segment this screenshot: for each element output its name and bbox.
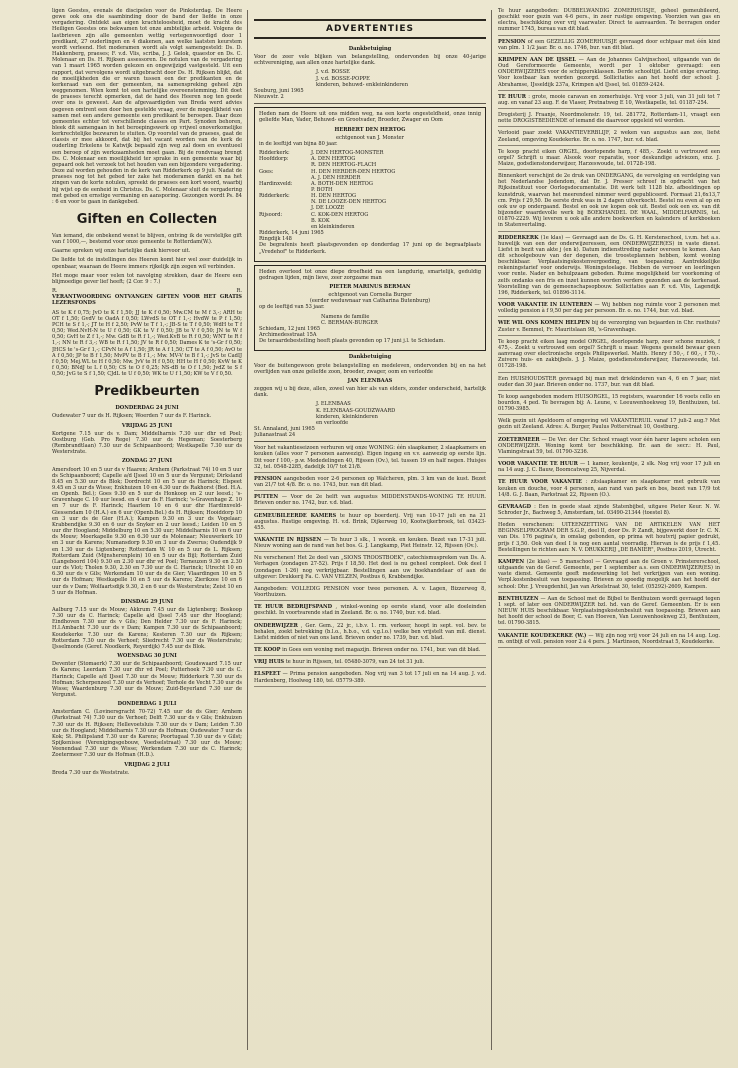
ad-body: Nu verschenen! Het 2e deel van „SIONS TROOSTBOEK", catechismuspreken van Ds. A. Verhagen (zondagen 27-52). Prijs f 18,50. Het deel is nu geheel compleet. Ook deel I (zondagen 1-26) nog verkrijgbaar. Bestellingen aan uw boekhandelaar of aan de uitgever: Drukkerij Fa. C. VAN VELZEN, Postbus 6, Krabbendijke. xyxy=(254,555,486,580)
classified-ad xyxy=(498,339,720,373)
deceased-spouse: echtgenoot van J. Monster xyxy=(336,134,404,141)
family-name: en kleinkinderen xyxy=(311,223,355,230)
day-services: Amersfoort 10 en 5 uur ds v Haaren; Arnhem (Parkstraat 74) 10 en 5 uur ds Schipaanboord; Capelle a/d IJssel 10 en 5 uur ds Vergunst; Dirksland 8.45 en 5.30 uur ds Blok; Dordrecht 10 en 5 uur ds Harinck; Elspeet 9.45 en 3 uur ds Wisse; Enkhuizen 10 en 4.30 uur ds Rakhorst (Bed. H.A. en Openb. Bel.); Goes 9.30 en 5 uur ds Honkoop en 2 uur leesd.; 's-Gravenhage C. 10 uur leesd. en 4 uur ds F. Harinck; 's-Gravenhage Z. 10 en 7 uur ds F. Harinck; Haarlem 10 en 6 uur dhr Hardinxveld-Giessendam 10 (H.A.) en 6 uur (Openb.Bel.) ds H. Rijksen; Hooiddorp 10 en 3 uur ds de Gier (H.A.); Kampen 9.30 en 3 uur ds Vogelaar; Krabbendijke 9.30 en 6 uur ds Snyker en 2 uur leesd.; Leiden 10 en 5 uur dhr Hoogland; Middelburg 10 en 5.30 uur; Middelharnis 10 en 6 uur ds Mouw; Moerkapelle 9.30 en 6.30 uur ds Molenaar; Nieuwerkerk 10 en 3 uur ds Karens; Numansdorp 9.30 en 3 uur ds Zwerus; Oudendijk 9 en 1.30 uur ds Ligtenberg; Rotterdam W. 10 en 5 uur ds L. Rijksen; Rotterdam Zuid (Mijnsherenplein) 10 en 5 uur ds Bijl; Rotterdam Zuid (Langeboord 104) 9.30 en 2.30 uur dhr vd Poel; Terneuzen 9.30 en 2.30 uur ds Vlot; Tholen 9.30, 2.30 en 7.30 uur ds C. Harinck; Utrecht 10 en 6.30 uur ds v Gils; Werkendam 10 uur ds de Gier; Vlaardingen 10 en 5 uur ds Hofman; Westkapelle 10 en 5 uur ds Karens; Zierikzee 10 en 6 uur ds v Dam; Wolfaartsdijk 9.30, 2 en 6 uur ds Westerstrate; Zeist 10 en 5 uur ds Hofman. xyxy=(52,466,242,596)
giften-paragraph: De liefde tot de instellingen des Heeren komt hier wel zeer duidelijk in openbaar, waaraan de Heere immers rijkelijk zijn zegen wil verbinden. xyxy=(52,257,242,270)
ad-signature: K. ELENBAAS-GOUDZWAARD xyxy=(316,407,396,414)
notice-address: Archimedesstraat 15A xyxy=(259,332,317,339)
notice-burial: De teraardebestelling heeft plaats gevonden op 17 juni j.l. te Schiedam. xyxy=(259,338,445,345)
divider xyxy=(254,103,486,104)
ad-body: — Prima pension aangeboden. Nog vrij van 3 tot 17 juli en na 14 aug. J. v.d. Hardenberg, Hoolweg 180, tel. 05779-389. xyxy=(254,671,486,684)
ad-lead: GEVRAAGD xyxy=(498,503,532,510)
ad-body: — Wij zijn nog vrij voor 24 juli en na 14 aug. Log. m. ontbijt of voll. pension voor 2 à 4 pers. J. Martinson, Noordstraat 5, Koudekerke. xyxy=(498,632,720,645)
ad-signature: kinderen, behuwd- enkleinkinderen xyxy=(316,81,408,88)
ad-lead: VOOR VAKANTIE IN LUNTEREN xyxy=(498,302,593,309)
classified-ad xyxy=(498,112,720,127)
ad-lead: ELSPEET xyxy=(254,671,281,678)
advertenties-header xyxy=(254,16,486,42)
family-name: P. BOTH xyxy=(311,186,333,193)
ad-title: Dankbetuiging xyxy=(348,354,392,361)
day-services: Oudewater 7 uur ds H. Rijksen; Woerden 7 uur ds F. Harinck. xyxy=(52,413,212,420)
ad-lead: TE HUUR VOOR VAKANTIE xyxy=(498,479,582,486)
ad-body: Een HUISHOUDSTER gevraagd bij man met driekinderen van 4, 6 en 7 jaar, niet ouder dan 30 jaar. Brieven onder no. 1737, bur. van dit blad. xyxy=(498,375,720,388)
classified-ad xyxy=(498,633,720,648)
classified-ad xyxy=(498,479,720,500)
ad-lead: GEMEUBILEERDE KAMERS xyxy=(254,512,337,519)
classified-ad xyxy=(254,671,486,686)
family-place: Rijsoord: xyxy=(259,211,283,218)
classified-ad xyxy=(498,235,720,300)
deceased-name: HERBERT DEN HERTOG xyxy=(334,126,406,133)
ad-lead: TE HUUR BEDRIJFSPAND xyxy=(254,604,333,611)
notice-burial: De begrafenis heeft plaatsgevonden op donderdag 17 juni op de begraafplaats „Vredehof" te Ridderkerk. xyxy=(259,242,481,255)
ad-place: Souburg, juni 1965 xyxy=(254,87,304,94)
ad-body: — Te huur 3 slk., 1 woonk. en keuken. Bezet van 17-31 juli. Nieuw woning aan de rand van het bos. G. J. Langkamp, Piet Heinstr. 12, Rijssen (Ov.). xyxy=(254,537,486,550)
ad-body: : grote, mooie caravan en zomerhuisje. Vrij voor 3 juli, van 31 juli tot 7 aug. en vanaf 23 aug. F. de Vlaser, Pretnatweg E 10, Westkapelle, tel. 01187-254. xyxy=(498,93,720,106)
notice-signature: Namens de familie xyxy=(321,313,370,320)
giften-paragraph: Het moge maar voor velen tot navolging strekken, daar de Heere een blijmoedige gever lief heeft; (2 Cor. 9 : 7.) xyxy=(52,272,242,285)
ad-body: Te huur aangeboden: DUBBELWANDIG ZOMERHUISJE, geheel gemeubileerd, geschikt voor gezin van 4-6 pers., in zeer rustige omgeving. Voorzien van gas en electra, beschikking over vrij vaarwater. Direct te aanvaarden. Te bevragen onder nummer 1745, bureau van dit blad. xyxy=(498,8,720,33)
ad-body: , winkel-woning op eerste stand, voor alle doeleinden geschikt. In voortvarende stad in Zeeland. Br. o. no. 1740, bur. v.d. blad. xyxy=(254,604,486,617)
ad-lead: TE HUUR xyxy=(498,93,526,100)
ad-body: Te koop aangeboden modern HUISORGEL, 15 registers, waaronder 16 voets cello en bourdon, 4 ped. Te bevragen bij: A. Leune, v. Leeuwenhoekweg 19, Benthuizen, tel. 01790-3985. xyxy=(498,393,720,413)
classified-ad xyxy=(498,8,720,36)
ad-lead: KAMPEN xyxy=(498,558,525,565)
classified-ad xyxy=(498,522,720,556)
ad-text: Voor de buitengewoon grote belangstelling en medeleven, ondervonden bij en na het overlijden van onze geliefde zoon, broeder, zwager, oom en verloofde xyxy=(254,362,486,375)
ad-body: te huur op boerderij. Vrij van 10-17 juli en na 21 augustus. Rustige omgeving. H. v.d. Brink, Dijkerweg 10, Kootwijkerbroek, tel. 03423-455. xyxy=(254,512,486,531)
classified-ad xyxy=(254,659,486,668)
ad-body: bij de verzorging van bejaarden in Chr. rusthuis? Zuster v. Bemmel, Fr. Mauritslaan 98, 's-Gravenhage. xyxy=(498,320,720,333)
giften-paragraph: Gaarne spreken wij onze hartelijke dank hiervoor uit. xyxy=(52,248,191,255)
deceased-note: (eerder weduwnaar van Catharina Butenburg) xyxy=(309,298,431,305)
ad-body: Voor het vakantieseizoen verhuren wij onze WONING: één slaapkamer, 2 slaapkamers en keuken (alles voor 7 personen aanwezig). Eigen ingang en v.v. aanwezig op eerste lijn. Dit voor f 100,- p.w. Mededelingen 40, Rijssen (Ov.), tel. tussen 19 en half negen. Huisjes 32, tel. 0548-2285, dadelijk 10/7 tot 21/8. xyxy=(254,445,486,470)
day-heading: VRIJDAG 25 JUNI xyxy=(121,422,173,429)
ad-body: — Aan de School met de Bijbel te Benthuizen wordt gevraagd tegen 1 sept. of later een ONDERWIJZER bzl. hd. van de Geref. Gemeenten. Er is een NIEUW HUIS beschikbaar. Verplaatsingskostenbesluit van toepassing. Brieven aan het hoofd der school de Boer, C. van Hoeven, Van Leeuwenhoekweg 23, Benthuizen, tel. 01790-3815. xyxy=(498,595,720,627)
classified-ad xyxy=(254,586,486,601)
verantwoording-text: AS te K f 0,75; JvO te K f 1,50; JJ te K f 0,50; Mw.CM te M f 3,-; ARH te OT f 1,50; GvdV te OadA f 0,50; LWvdS te OT f 1,-; HvdW te P f 1,50; PCH te S f 1,-; JT te H f 2,50; PvW te T f 1,-; JB-S te T f 0,50; WdH te T f 0,50; Wed.NvH-N te U f 0,50; GK te V f 0,50; JB te V f 0,50; JN te W f 0,50; GvH te Z f 1,-; Mw. GdB te R f 1,-; Wed.KvB te R f 0,50; WNT te R f 1,-; NN te R f 3,-; WB te R f 1,50; JV te R f 0,50; Dames K te 's-Gr f 0,50; JHCS te 's-Gr f 1,-; CPvN te A f 1,50; JR te A f 1,50; CT te A f 0,50; AvO te A f 0,50; JP te B f 1,50; MvPV te B f 1,-; Mw. MV-V te B f 1,-; JvS te CadIJ f 0,50; Mej.WL te H f 0,50; Mw. JvV te H f 0,50; HH te H f 0,50; KvW te K f 0,50; BNdJ te L f 0,50; CS te O f 0,25; NS-dB te O f 1,50; JvdZ te S f 0,50; JvG te S f 1,50; CJdL te U f 0,50; WK te U f 1,50; KW te V f 0,50. xyxy=(52,309,242,378)
classified-ad xyxy=(254,604,486,619)
notice-intro: Heden overleed tot onze diepe droefheid na een langdurig, smartelijk, geduldig gedragen lijden, mijn lieve, zeer zorgzame man xyxy=(259,268,481,281)
ad-address: Julianastraat 24 xyxy=(254,432,296,439)
ad-lead: VOOR VAKANTIE TE HUUR xyxy=(498,461,578,468)
left-column xyxy=(52,8,242,1058)
day-services: Deventer (Stomaerk) 7.30 uur de Schipaanboord; Goudswaard 7.15 uur ds Karens; Leerdam 7.30 uur dhr vd Poel; Putterhoek 7.30 uur ds C. Harinck; Capelle a/d IJssel 7.30 uur ds Mouw; Ridderkerk 7.30 uur ds Hofman; Scherpenzeel 7.30 uur ds Verhoef; Terhole de Vecht 7.30 uur ds Wisse; Waardenburg 7.30 uur ds Mouw; Zuid-Beyerland 7.30 uur de Vergunst. xyxy=(52,661,242,698)
classified-ad xyxy=(254,513,486,534)
column-divider xyxy=(491,10,492,1050)
death-notice xyxy=(254,107,486,261)
ad-name: JAN ELENBAAS xyxy=(347,377,393,384)
classified-ad xyxy=(498,394,720,415)
family-name: R. DEN HERTOG-FLACH xyxy=(311,162,377,169)
classified-ad xyxy=(498,57,720,91)
classified-ad xyxy=(254,476,486,491)
ad-signature: J. v.d. BOSSE-POPPE xyxy=(316,75,370,82)
notice-place: Ridderkerk, 14 juni 1965 xyxy=(259,230,324,237)
ad-body: — De Ver. der Chr. School vraagt voor één harer lagere scholen een ONDERWIJZER. Woning komt ter beschikking. Br. aan de secr.: H. Paul, Vlamingstraat 59, tel. 01790-3236. xyxy=(498,436,720,455)
family-name: H. DEN HERTOG xyxy=(311,193,357,200)
day-heading: ZONDAG 27 JUNI xyxy=(121,458,173,465)
notice-signature: C. BERMAN-BURGER xyxy=(321,319,378,326)
ad-body: — Aan de Johannes Calvijnschool, uitgaande van de Oud Gereformeerde Gemeente, wordt per 1 oktober gevraagd: een ONDERWIJZERES voor de schippersklassen. Derde schooltijd. Liefst enige ervaring. Voor kostbaar kan worden gezorgd. Sollicitaties aan het hoofd der school: J. Abrahamse, IJsseldijk 237a, Krimpen a/d IJssel, tel. 01859-2424. xyxy=(498,56,720,88)
classified-ad xyxy=(498,559,720,593)
ad-body: — 1 kamer, keukentje, 2 slk. Nog vrij voor 17 juli en na 14 aug. J. C. Bauw, Boomcatweg 25, Nijverdal. xyxy=(498,461,720,474)
day-heading: DONDERDAG 1 JULI xyxy=(117,701,177,708)
family-name: A. DEN HERTOG xyxy=(311,156,356,163)
deceased-spouse: echtgenoot van Cornelia Burger xyxy=(328,292,412,299)
classified-ad xyxy=(254,647,486,656)
initial-right: R. xyxy=(236,288,242,295)
classified-ad xyxy=(254,537,486,552)
ad-body: , Ger. Gem., 22 jr., i.b.v. 1. rm. verkeer, hoopt in sept. vol. bev. te behalen, zoekt betrekking (b.l.o., h.b.o., v.d. v.g.l.o.) welke ben vrijstelt van mil. dienst. Liefst midden of niet van ons land. Brieven onder no. 1739, bur. v.d. blad. xyxy=(254,622,486,641)
ad-body: aangeboden voor 2-6 personen op Walcheren, plm. 3 km van de kust. Bezet van 21/7 tot 4/8. Br. o. no. 1743, bur. van dit blad. xyxy=(254,475,486,489)
ad-lead: BENTHUIZEN xyxy=(498,595,539,602)
ad-signature: kinderen, kleinkinderen xyxy=(316,413,378,420)
day-heading: WOENSDAG 30 JUNI xyxy=(117,653,177,660)
classified-ad xyxy=(498,173,720,231)
ad-place: St. Annaland, juni 1965 xyxy=(254,425,315,432)
dankbetuiging-ad xyxy=(254,354,486,438)
ad-body: (1e klas) — Gevraagd aan de Ds. G. H. Kerstenschool, i.v.m. het a.s. huwelijk van een der onderwijzeressen, een ONDERWIJZER(ES) in vaste dienst. Liefst in bezit van akte j (en k). Datum indiensttreding nader overeen te komen. Aan dit schoolgebouw van der degenen, die troosteplannen hebben, komt woning beschikbaar. Verplaatsingskostenvergoeding, van toepassing. Aantrekkelijke rekeningstarief voor onderwijs. Woningstoelage. Hebben de vervoer en leerlingen voor rente. Nader en behulpzaam geboden. Ruime mogelijkheid ter voorkoming of zelfs ondanks een fris en inzet kunnen worden verdere gezonden aan de kerkeraad. Voorstelling van de gemeenschapsopbouw. Sollicitaties aan F. v.d. Vlis, Lagendijk 196, Ridderkerk, tel. 01896-3114. xyxy=(498,234,720,296)
ad-lead: WIE WIL ONS KOMEN HELPEN xyxy=(498,320,590,327)
giften-heading: Giften en Collecten xyxy=(76,212,218,227)
family-place: Ridderkerk: xyxy=(259,193,290,200)
ad-body: Welk gezin uit Apeldoorn of omgeving wil VAKANTIERUIL vanaf 17 juli-2 aug.? Met gezin uit Zeeland. Adres: A. Burger, Paulus Potterstraat 10, Oostburg. xyxy=(498,418,720,431)
ad-lead: TE KOOP xyxy=(254,647,281,654)
ad-lead: ZOETERMEER xyxy=(498,436,540,443)
right-column xyxy=(498,8,720,1058)
header-rule xyxy=(254,37,486,39)
ad-lead: PENSION xyxy=(498,38,526,45)
ad-lead: ONDERWIJZER xyxy=(254,622,298,629)
family-name: J. DE LOOZE xyxy=(311,205,345,212)
ad-body: te huur in Rijssen, tel. 05480-3079, van 24 tot 31 juli. xyxy=(285,659,425,666)
classified-ad xyxy=(254,555,486,583)
family-place: Hardinxveld: xyxy=(259,180,293,187)
family-place: Ridderkerk: xyxy=(259,150,290,157)
classified-ad xyxy=(498,39,720,54)
day-heading: VRIJDAG 2 JULI xyxy=(124,761,170,768)
classified-ad xyxy=(498,504,720,519)
deceased-age: op de leeftijd van 53 jaar. xyxy=(259,304,325,311)
classified-ad xyxy=(498,461,720,476)
family-name: N. DE LOOZE-DEN HERTOG xyxy=(311,199,387,206)
ad-signature: en verloofde xyxy=(316,419,349,426)
classified-ad xyxy=(498,149,720,170)
meeting-report-text: ligen Geestes, evenals de discipelen voor de Pinksterdag. De Heere gewe ook ons die saambinding door de band der liefde in onze vergadering. Ontdekt aan eigen krachteloosheid, moet de kracht des Heiligen Geestes ons bekwamen tot onze ambtelijke arbeid. Volgens de lastbrieven zijn alle gemeenten wettig vertegenwoordigd door 1 predikant, 27 ouderlingen en 4 diakenen, aan welke laatsten keurstem wordt verleend. Het moderamen wordt als volgt samengesteld: Ds. D. Hakkenberg, praeses; F. v.d. Vlis, scriba, J. J. Gelok, quaestor en Ds. C. Molenaar en Ds. H. Rijksen assessoren. De notulen van de vergadering van 1 maart 1965 worden gelezen en ongewijzigd vastgesteld. Uit een rapport, dat vervolgens wordt uitgebracht door Ds. H. Rijksen blijkt, dat de moeilijkheden die er waren tussen een der predikanten en de kerkeraad van een der gemeenten, na samenspreking geheel zijn weggenomen. Wien komt tot een hartelijke overeenstemming. Dit doet de praeses terecht opmerken, dat de hand des Heeren nog ten goede over ons is geweest. Aan de afgevaardigden van Breda werd advies gegeven omtrent een door hen gestelde vraag, over de mogelijkheid van samen met een andere gemeente een predikant te beroepen. Daar deze gemeentes echter tot verschillende classes en Part. Synoden behoren, bleek dit samengaan in het beroepingswerk op vrijwel onoverkomelijke kerkrechtelijke bezwaren te stuiten. Op voorstel van de praeses, gaat de classis er mee akkoord, dat bij het vacant worden van de kerk de ouderling Erkelens te Katwijk bepaald zijn weg zal doen en eventueel een beroep of zijn werkzaamheden moet gaan. Bij de rondvraag brengt Ds. C. Molenaar een moeilijkheid ter sprake in een gemeente waar bij gepaard ook het verzoek tot het houden van een bijzondere vergadering. Deze zal worden gehouden in de kerk van Ridderkerk op 9 juli. Nadat de praeses nog tot het gebed ter zake het moderamen dankt en na het zingen van de korte notulen, spreekt de praeses een kort woord, waarbij hij wijst op de eenheid in Christus. Ds. C. Molenaar sluit de vergadering met gebed en ernstige vermaning en aansporing. Gezongen wordt Ps. 84 : 6 en voor te gaan in dankgebed. xyxy=(52,8,242,205)
family-name: H. DEN HERDER-DEN HERTOG xyxy=(311,168,396,175)
predikbeurten-heading: Predikbeurten xyxy=(94,384,200,400)
family-place: Goes: xyxy=(259,168,274,175)
header-rule xyxy=(254,19,486,21)
family-list xyxy=(259,150,481,230)
ad-lead: PUTTEN xyxy=(254,494,279,501)
day-services: Kortgene 7.15 uur ds v. Dam; Middelharnis 7.30 uur dhr vd Poel; Oostburg (Geb. Pro Rege) 7.30 uur ds Hegeman; Soesterberg (Rembrandtlaan) 7.30 uur de Schipaanboord; Westkapelle 7.30 uur ds Westerstrate. xyxy=(52,430,242,456)
ad-lead: KRIMPEN AAN DE IJSSEL xyxy=(498,56,576,63)
ad-body: Verlooid paar zoekt VAKANTIEVERBLIJF, 2 weken van augustus aan zee, liefst Zeeland, omgeving Koudekerke. Br. o. no. 1747, bur. v.d. blad. xyxy=(498,130,720,143)
ad-body: Te koop pracht eiken laag model ORGEL, doorlopende harp, zeer schone muziek, f 475,-. Zoekt u vertrouwd een orgel? Schrijft u maar. Wegens gesneld bewaar geen aanvraag over electronische orgels Philipswerkel. Matth. Henry f 50,-, f 60,-, f 70,-. Zuivere huis- en zakbijbels. J. J. Maize, godsdienstonderwijzer, Harzeswoude, tel. 01728-198. xyxy=(498,338,720,370)
ad-lead: VRIJ HUIS xyxy=(254,659,285,666)
notice-place: Schiedam, 12 juni 1965 xyxy=(259,325,321,332)
ad-body: in Goes een woning met magazijn. Brieven onder no. 1741, bur. van dit blad. xyxy=(282,647,481,654)
notice-address: Ringdijk 148 xyxy=(259,236,292,243)
family-place: Hoofddorp: xyxy=(259,156,289,163)
classified-ad xyxy=(498,94,720,109)
day-services: Breda 7.30 uur ds Weststrate. xyxy=(52,769,130,776)
ad-body: Binnenkort verschijnt de 2e druk van ONDERGANG, de vervolging en verdelging van het Nederlandse Jodendom, dat Dr. J. Presser schreef in opdracht van het Rijksinstituut voor Oorlogsdocumentatie. Dit werk telt 1128 blz. afbeeldingen op kunstdruk, waarvan het meerendeel nimmer werd gepubliceerd. Formaat 21,6x13,7 cm. Prijs f 29,50. De eerste druk was in 2 dagen uitverkocht. Bestel nu even al op en ook uw op ondergaand. Bestel en ook uw kopen ook uit. Bestel ook een ex. van dit bijzonder waardevolle werk bij BOEKHANDEL DE WAAL, MIDDELHARNIS, tel. 01870-2229. Wij leveren u ook alle andere boekwerken en kalenders of kerkboeken in Statenvertaling. xyxy=(498,173,720,229)
service-schedule xyxy=(52,405,242,776)
initial-left: R. xyxy=(52,288,58,295)
ad-signature: J. v.d. BOSSE xyxy=(316,69,350,76)
day-heading: DONDERDAG 24 JUNI xyxy=(115,405,179,412)
ad-body: — Wij hebben nog ruimte voor 2 personen met volledig pension à f 9,50 per dag per persoon. Br. o. no. 1744, bur. v.d. blad. xyxy=(498,302,720,315)
ad-body: Drogisterij J. Fraanje, Noordmolenstr. 19, tel. 281772, Rotterdam-11, vraagt een nette DROGISTBEDIENDE of iemand die daarvoor opgeleid wil worden. xyxy=(498,112,720,125)
ad-body: Heden verschenen: UITEENZETTING VAN DE ARTIKELEN VAN HET BEGINSELPROGRAM DER S.G.P., deel II, door Ds. P. Zandt, bijgewerkt door Ir. C. N. van Dis. 176 pagina's, in omslag gebonden, op prima wit houtvrij papier gedrukt, prijs f 3,50. Ook van deel I is nog een aantal voorradig. Hiervan is de prijs f 1,45. Bestellingen te richten aan: N. V. DRUKKERIJ „DE BANIER", Postbus 2019, Utrecht. xyxy=(498,522,720,553)
classified-ad xyxy=(254,445,486,473)
giften-paragraph: Van iemand, die onbekend wenst te blijven, ontving ik de verstelijke gift van f 1000,—, bestemd voor onze gemeente te Rotterdam(W.). xyxy=(52,233,242,246)
classified-ad xyxy=(498,320,720,335)
classified-ad xyxy=(254,623,486,644)
classified-ad xyxy=(498,302,720,317)
advertenties-title: ADVERTENTIES xyxy=(325,24,414,34)
death-notice xyxy=(254,265,486,352)
classified-ad xyxy=(498,376,720,391)
ad-text: zeggen wij u bij deze, allen, zowel van hier als van elders, zonder onderscheid, hartelijk dank. xyxy=(254,386,486,399)
family-name: A. BOTH-DEN HERTOG xyxy=(311,180,373,187)
ad-body: Te koop pracht eiken ORGEL, doorlopende harp, f 485,-. Zoekt u vertrouwd een orgel? Schrijft u maar. Alsook voor reparatie, voor deskundige adviezen, enz. J. Maize, godsdienstonderwijzer, Harzeswoude, tel. 01728-198. xyxy=(498,148,720,167)
ad-lead: VAKANTIE KOUDEKERKE (W.) xyxy=(498,632,587,639)
family-name: J. DEN HERTOG-MONSTER xyxy=(311,150,384,157)
family-name: A. J. DEN HERDER xyxy=(311,174,361,181)
ad-body: : zitslaapkamer en slaapkamer met gebruik van keuken en douche, voor 4 personen, aan rand van park en bos, bezet van 17/9 tot 14/8. G. J. Baan, Parkstraat 22, Rijssen (O.). xyxy=(498,479,720,498)
deceased-name: PIETER MARINUS BERMAN xyxy=(329,284,411,290)
ad-body: — Voor de 2e helft van augustus MIDDENSTANDS-WONING TE HUUR. Brieven onder no. 1742, bur. v.d. blad. xyxy=(254,494,486,507)
ad-lead: RIDDERKERK xyxy=(498,234,539,241)
day-services: Amsterdam C. (Lovinersgracht 70-72) 7.45 uur de ds Gier; Arnhem (Parkstraat 74) 7.30 uur ds Verhoef; Delft 7.30 uur ds v Gils; Enkhuizen 7.30 uur ds H. Rijksen; Hellevoetsluis 7.30 uur ds v Dam; Leiden 7.30 uur ds Hoogland; Middelharnis 7.30 uur ds Hofman; Oudewater 7 uur ds Kok; St. Philipsland 7.30 uur ds Karens; Poortugaal 7.30 uur ds v Gilst; Spijkenisse (Verenigingsgebouw, Voedselstraat) 7.30 uur ds Mouw; Veenendaal 7.30 uur ds Wisse; Werkendam 7.30 uur ds C. Harinck; Zoetermeer 7.30 uur ds Hofman (H.D.). xyxy=(52,709,242,759)
classified-ad xyxy=(254,494,486,509)
verantwoording-heading: VERANTWOORDING ONTVANGEN GIFTEN VOOR HET GRATIS LEZERSFONDS xyxy=(52,294,242,307)
family-name: B. KOK xyxy=(311,217,330,224)
classified-ad xyxy=(498,596,720,630)
family-name: C. KOK-DEN HERTOG xyxy=(311,211,369,218)
ad-body: of een GEZELLIG ZOMERHUISJE gevraagd door echtpaar met één kind van plm. 1 1/2 jaar. Br. o. no. 1746, bur. van dit blad. xyxy=(498,38,720,51)
deceased-age: in de leeftijd van bijna 80 jaar. xyxy=(259,140,338,147)
classified-ad xyxy=(498,130,720,145)
notice-intro: Heden nam de Heere uit ons midden weg, na een korte ongesteldheid, onze innig geliefde Man, Vader, Behuwd- en Grootvader, Broeder, Zwager en Oom xyxy=(259,111,481,124)
column-divider xyxy=(247,10,248,1050)
ad-lead: VAKANTIE IN RIJSSEN xyxy=(254,537,322,543)
ad-text: Voor de zeer vele blijken van belangstelling, ondervonden bij onze 40-jarige echtvereniging, aan allen onze hartelijke dank. xyxy=(254,54,486,67)
classified-ad xyxy=(498,418,720,433)
ad-lead: PENSION xyxy=(254,475,282,482)
ad-signature: J. ELENBAAS xyxy=(316,401,351,408)
middle-column xyxy=(254,44,486,1058)
ad-body: Aangeboden: VOLLEDIG PENSION voor twee personen. A. v. Lagen, Bizzerweg 8, Voorthuizen. xyxy=(254,585,486,599)
day-services: Aalburg 7.15 uur ds Mouw; Akkrum 7.45 uur ds Ligtenberg; Boskoop 7.30 uur ds C. Harinck; Capelle a/d IJssel 7.45 uur dhr Hoogland; Eindhoven 7.30 uur ds v Gils; Den Helder 7.30 uur ds F. Harinck; H.I.Ambacht 7.30 uur ds v Dam; Kampen 7.30 uur ds Schipaanboord; Koudekerke 7.30 uur ds Karens; Kesteren 7.30 uur ds Rijksen; Rotterdam 7.30 uur ds Verhoef; Sliedrecht 7.30 uur ds Westerstrate; IJsselmonde (Geref. Noodkerk, Reyerdijk) 7.45 uur ds Blok. xyxy=(52,606,242,650)
divider xyxy=(254,441,486,442)
dankbetuiging-ad xyxy=(254,46,486,100)
ad-title: Dankbetuiging xyxy=(348,46,392,52)
classified-ad xyxy=(498,437,720,458)
ad-body: : Een in goede staat zijnde Statenbijbel, uitgave Pieter Keur. N. W. Schroder Jr., Bachweg 5, Amsterdam, tel. 03490-21344 (toestel 8). xyxy=(498,503,720,516)
day-heading: DINSDAG 29 JUNI xyxy=(120,598,174,605)
ad-body: (2e klas) — 5 manschool — Gevraagd aan de Groen v. Prinstererschool, uitgaande van de Geref. Gemeente, per 1 september a.s. een ONDERWIJZER(ES) in vaste dienst. Gemeente geeft medewerking tot het verkrijgen van een woning. Verpl.kostenbesluit van toepassing. Brieven zo spoedig mogelijk aan het hoofd der school: Dhr. J. Vreugdenhil, Jan van Arkelstraat 30, telef. (05292)-2609, Kampen. xyxy=(498,558,720,590)
ad-address: Nieuwstr. 2 xyxy=(254,94,284,101)
